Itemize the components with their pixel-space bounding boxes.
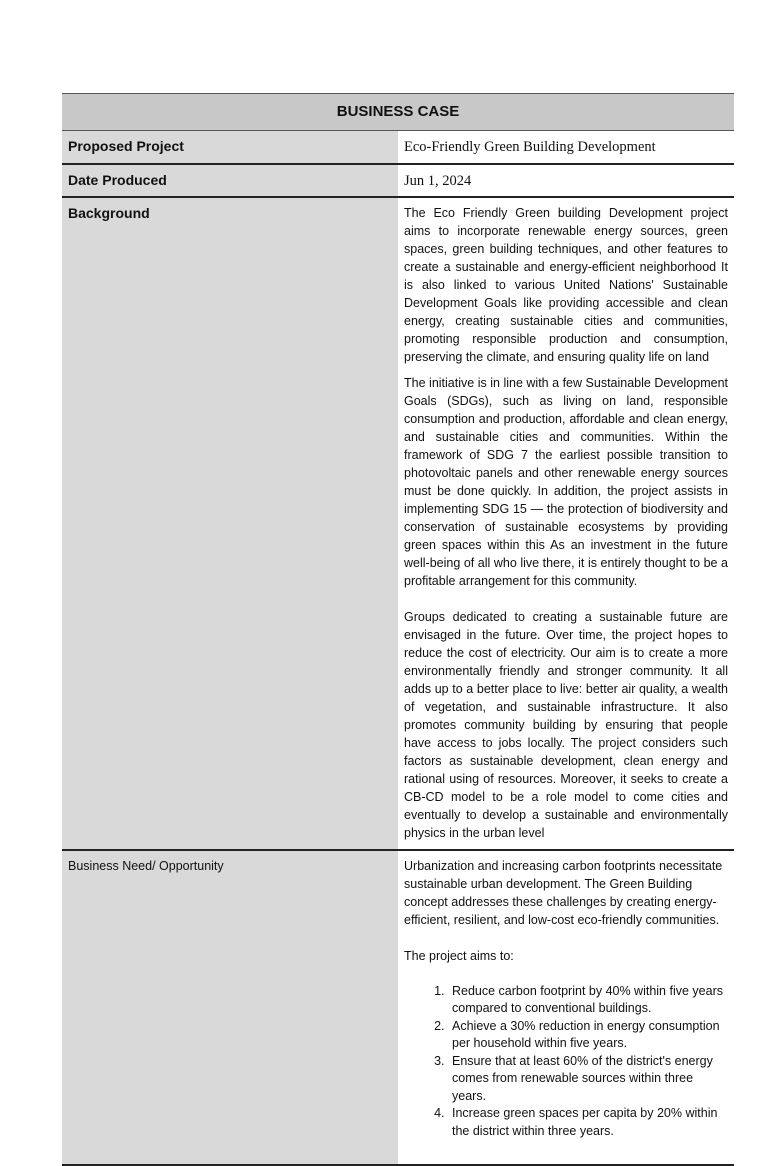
aims-lead: The project aims to: — [404, 948, 514, 963]
business-need-content — [398, 850, 734, 1166]
business-case-table — [62, 93, 734, 1166]
business-need-intro: Urbanization and increasing carbon footprints necessitate sustainable urban development. The Green Building concept addresses these challenges by creating energy-efficient, resilient, and low-cost eco-friendly communities. — [404, 858, 723, 927]
date-produced-value: Jun 1, 2024 — [398, 164, 734, 197]
row-date-produced — [62, 164, 734, 197]
aim-item: 2. Achieve a 30% reduction in energy consumption per household within five years. — [448, 1018, 728, 1053]
background-content — [398, 197, 734, 850]
proposed-project-value: Eco-Friendly Green Building Development — [398, 131, 734, 164]
date-produced-label: Date Produced — [62, 164, 398, 197]
row-background — [62, 197, 734, 850]
paragraph-gap — [404, 929, 728, 947]
paragraph-gap — [404, 590, 728, 608]
aims-list — [404, 983, 728, 1141]
paragraph-gap — [404, 965, 728, 983]
background-paragraph-1: The Eco Friendly Green building Development project aims to incorporate renewable energy sources, green spaces, green building techniques, and other features to create a sustainable and energy-efficient neighborhood It is also linked to various United Nations' Sustainable Development Goals like providing accessible and clean energy, creating sustainable cities and communities, promoting responsible production and consumption, preserving the climate, and ensuring quality life on land — [404, 205, 728, 364]
background-paragraph-2: The initiative is in line with a few Sustainable Development Goals (SDGs), such as living on land, responsible consumption and production, affordable and clean energy, and sustainable cities and communities. Within the framework of SDG 7 the earliest possible transition to photovoltaic panels and other renewable energy sources must be done quickly. In addition, the project assists in implementing SDG 15 — the protection of biodiversity and conservation of sustainable ecosystems by providing green spaces within this As an investment in the future well-being of all who live there, it is entirely thought to be a profitable arrangement for this community. — [404, 375, 728, 588]
row-business-need — [62, 850, 734, 1166]
proposed-project-label: Proposed Project — [62, 131, 398, 164]
aim-item: 1. Reduce carbon footprint by 40% within five years compared to conventional buildings. — [448, 983, 728, 1018]
aim-item: 3. Ensure that at least 60% of the district's energy comes from renewable sources within three years. — [448, 1053, 728, 1106]
background-paragraph-3: Groups dedicated to creating a sustainable future are envisaged in the future. Over time, the project hopes to reduce the cost of electricity. Our aim is to create a more environmentally friendly and stronger community. It all adds up to a better place to live: better air quality, a wealth of vegetation, and sustainable infrastructure. It also promotes community building by ensuring that people have access to jobs locally. The project considers such factors as sustainable development, clean energy and rational using of resources. Moreover, it seeks to create a CB-CD model to be a role model to come cities and eventually to develop a sustainable and environmentally physics in the urban level — [404, 609, 728, 840]
aim-item: 4. Increase green spaces per capita by 20% within the district within three years. — [448, 1105, 728, 1140]
row-proposed-project — [62, 131, 734, 164]
business-need-label: Business Need/ Opportunity — [62, 850, 398, 1166]
background-label: Background — [62, 197, 398, 850]
table-title: BUSINESS CASE — [62, 94, 734, 131]
